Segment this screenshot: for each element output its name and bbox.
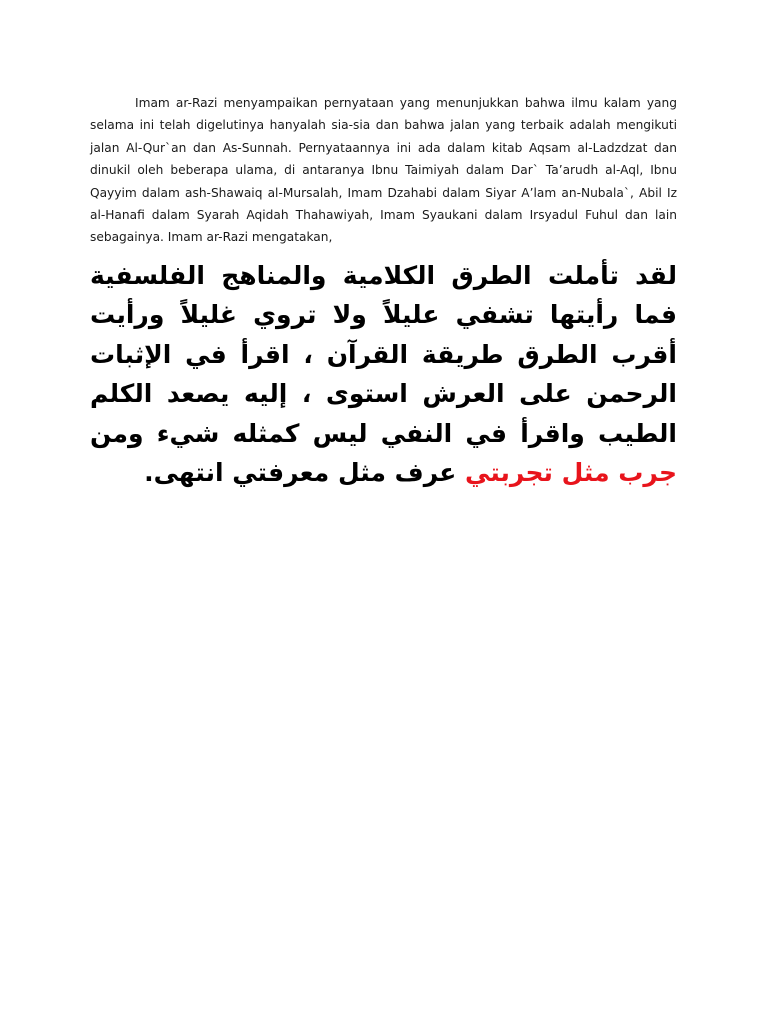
- quote-text-end: عرف مثل معرفتي انتهى.: [144, 458, 466, 488]
- quote-text-start: لقد تأملت الطرق الكلامية والمناهج الفلسفية فما رأيتها تشفي عليلاً ولا تروي غليلاً ورأيت أقرب الطرق طريقة القرآن ، اقرأ في الإثبات الرحمن على العرش استوى ، إليه يصعد الكلم الطيب واقرأ في النفي ليس كمثله شيء ومن: [90, 261, 677, 448]
- arabic-quote: [90, 256, 677, 492]
- quote-highlight: جرب مثل تجربتي: [465, 458, 677, 488]
- intro-paragraph: Imam ar-Razi menyampaikan pernyataan yang menunjukkan bahwa ilmu kalam yang selama ini telah digelutinya hanyalah sia-sia dan bahwa jalan yang terbaik adalah mengikuti jalan Al-Qur`an dan As-Sunnah. Pernyataannya ini ada dalam kitab Aqsam al-Ladzdzat dan dinukil oleh beberapa ulama, di antaranya Ibnu Taimiyah dalam Dar` Ta’arudh al-Aql, Ibnu Qayyim dalam ash-Shawaiq al-Mursalah, Imam Dzahabi dalam Siyar A’lam an-Nubala`, Abil Iz al-Hanafi dalam Syarah Aqidah Thahawiyah, Imam Syaukani dalam Irsyadul Fuhul dan lain sebagainya. Imam ar-Razi mengatakan,: [90, 96, 677, 245]
